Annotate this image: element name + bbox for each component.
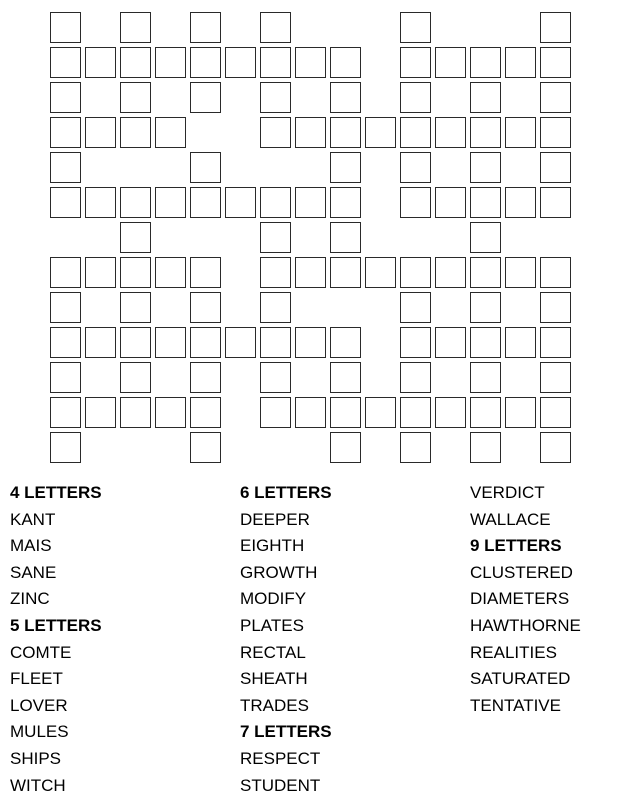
- word-entry: CLUSTERED: [470, 562, 573, 582]
- grid-cell[interactable]: [50, 117, 81, 148]
- grid-cell[interactable]: [50, 47, 81, 78]
- word-length-heading: 6 LETTERS: [240, 483, 332, 502]
- grid-cell[interactable]: [365, 117, 396, 148]
- word-entry: PLATES: [240, 615, 304, 635]
- grid-cell[interactable]: [470, 432, 501, 463]
- grid-cell[interactable]: [85, 47, 116, 78]
- grid-cell[interactable]: [505, 327, 536, 358]
- grid-cell[interactable]: [50, 257, 81, 288]
- word-entry: TENTATIVE: [470, 695, 561, 715]
- grid-cell[interactable]: [330, 362, 361, 393]
- grid-cell[interactable]: [470, 47, 501, 78]
- grid-cell[interactable]: [190, 82, 221, 113]
- grid-cell[interactable]: [540, 117, 571, 148]
- word-list-column-1: [10, 480, 102, 799]
- grid-cell[interactable]: [190, 397, 221, 428]
- grid-cell[interactable]: [295, 327, 326, 358]
- grid-cell[interactable]: [470, 222, 501, 253]
- grid-cell[interactable]: [330, 82, 361, 113]
- grid-cell[interactable]: [120, 47, 151, 78]
- grid-cell[interactable]: [120, 12, 151, 43]
- grid-cell[interactable]: [85, 397, 116, 428]
- grid-cell[interactable]: [120, 222, 151, 253]
- word-entry: SHIPS: [10, 748, 62, 768]
- grid-cell[interactable]: [540, 362, 571, 393]
- grid-cell[interactable]: [120, 82, 151, 113]
- grid-cell[interactable]: [435, 397, 466, 428]
- grid-cell[interactable]: [190, 362, 221, 393]
- word-entry: WALLACE: [470, 509, 551, 529]
- word-entry: RESPECT: [240, 748, 321, 768]
- grid-cell[interactable]: [260, 222, 291, 253]
- grid-cell[interactable]: [155, 397, 186, 428]
- grid-cell[interactable]: [470, 82, 501, 113]
- grid-cell[interactable]: [470, 117, 501, 148]
- grid-cell[interactable]: [50, 292, 81, 323]
- word-entry: DIAMETERS: [470, 589, 570, 609]
- grid-cell[interactable]: [330, 222, 361, 253]
- grid-cell[interactable]: [435, 47, 466, 78]
- grid-cell[interactable]: [50, 362, 81, 393]
- grid-cell[interactable]: [470, 327, 501, 358]
- grid-cell[interactable]: [120, 362, 151, 393]
- grid-cell[interactable]: [540, 257, 571, 288]
- grid-cell[interactable]: [365, 397, 396, 428]
- grid-cell[interactable]: [330, 432, 361, 463]
- grid-cell[interactable]: [400, 397, 431, 428]
- grid-cell[interactable]: [435, 117, 466, 148]
- grid-cell[interactable]: [50, 432, 81, 463]
- grid-cell[interactable]: [400, 432, 431, 463]
- grid-cell[interactable]: [120, 257, 151, 288]
- grid-cell[interactable]: [330, 187, 361, 218]
- grid-cell[interactable]: [260, 82, 291, 113]
- grid-cell[interactable]: [505, 187, 536, 218]
- grid-cell[interactable]: [400, 47, 431, 78]
- grid-cell[interactable]: [225, 187, 256, 218]
- grid-cell[interactable]: [260, 117, 291, 148]
- grid-cell[interactable]: [540, 152, 571, 183]
- word-length-heading: 4 LETTERS: [10, 483, 102, 502]
- grid-cell[interactable]: [400, 12, 431, 43]
- grid-cell[interactable]: [540, 397, 571, 428]
- grid-cell[interactable]: [155, 187, 186, 218]
- grid-cell[interactable]: [295, 47, 326, 78]
- grid-cell[interactable]: [400, 327, 431, 358]
- grid-cell[interactable]: [120, 327, 151, 358]
- grid-cell[interactable]: [505, 397, 536, 428]
- grid-cell[interactable]: [295, 187, 326, 218]
- word-entry: TRADES: [240, 695, 309, 715]
- grid-cell[interactable]: [260, 47, 291, 78]
- word-length-heading: 5 LETTERS: [10, 615, 102, 635]
- grid-cell[interactable]: [400, 152, 431, 183]
- grid-cell[interactable]: [435, 327, 466, 358]
- grid-cell[interactable]: [470, 257, 501, 288]
- word-entry: COMTE: [10, 642, 72, 662]
- grid-cell[interactable]: [330, 397, 361, 428]
- grid-cell[interactable]: [190, 292, 221, 323]
- grid-cell[interactable]: [295, 117, 326, 148]
- word-entry: ZINC: [10, 589, 50, 609]
- grid-cell[interactable]: [190, 47, 221, 78]
- grid-cell[interactable]: [505, 47, 536, 78]
- word-entry: REALITIES: [470, 642, 557, 662]
- word-entry: DEEPER: [240, 509, 310, 529]
- grid-cell[interactable]: [435, 187, 466, 218]
- grid-cell[interactable]: [190, 327, 221, 358]
- grid-cell[interactable]: [50, 152, 81, 183]
- grid-cell[interactable]: [330, 327, 361, 358]
- grid-cell[interactable]: [400, 117, 431, 148]
- grid-cell[interactable]: [540, 292, 571, 323]
- grid-cell[interactable]: [50, 12, 81, 43]
- word-entry: RECTAL: [240, 642, 306, 662]
- grid-cell[interactable]: [540, 187, 571, 218]
- grid-cell[interactable]: [295, 257, 326, 288]
- grid-cell[interactable]: [50, 327, 81, 358]
- grid-cell[interactable]: [540, 327, 571, 358]
- grid-cell[interactable]: [295, 397, 326, 428]
- word-entry: LOVER: [10, 695, 68, 715]
- grid-cell[interactable]: [330, 152, 361, 183]
- grid-cell[interactable]: [155, 47, 186, 78]
- grid-cell[interactable]: [330, 257, 361, 288]
- grid-cell[interactable]: [470, 362, 501, 393]
- word-list-column-3: [470, 480, 581, 719]
- word-entry: STUDENT: [240, 775, 321, 795]
- grid-cell[interactable]: [120, 292, 151, 323]
- grid-cell[interactable]: [225, 327, 256, 358]
- word-entry: KANT: [10, 509, 56, 529]
- grid-cell[interactable]: [470, 292, 501, 323]
- grid-cell[interactable]: [330, 117, 361, 148]
- grid-cell[interactable]: [85, 117, 116, 148]
- grid-cell[interactable]: [50, 397, 81, 428]
- grid-cell[interactable]: [470, 152, 501, 183]
- grid-cell[interactable]: [260, 327, 291, 358]
- grid-cell[interactable]: [155, 327, 186, 358]
- word-entry: HAWTHORNE: [470, 615, 581, 635]
- word-entry: MULES: [10, 722, 69, 742]
- grid-cell[interactable]: [190, 432, 221, 463]
- word-entry: WITCH: [10, 775, 66, 795]
- grid-cell[interactable]: [365, 257, 396, 288]
- grid-cell[interactable]: [400, 292, 431, 323]
- grid-cell[interactable]: [540, 47, 571, 78]
- grid-cell[interactable]: [85, 187, 116, 218]
- word-entry: SATURATED: [470, 669, 571, 689]
- grid-cell[interactable]: [505, 117, 536, 148]
- grid-cell[interactable]: [400, 257, 431, 288]
- grid-cell[interactable]: [260, 257, 291, 288]
- grid-cell[interactable]: [85, 257, 116, 288]
- grid-cell[interactable]: [540, 82, 571, 113]
- grid-cell[interactable]: [50, 187, 81, 218]
- grid-cell[interactable]: [470, 187, 501, 218]
- word-entry: FLEET: [10, 669, 63, 689]
- grid-cell[interactable]: [505, 257, 536, 288]
- grid-cell[interactable]: [120, 117, 151, 148]
- grid-cell[interactable]: [260, 187, 291, 218]
- word-entry: MODIFY: [240, 589, 307, 609]
- grid-cell[interactable]: [190, 12, 221, 43]
- grid-cell[interactable]: [540, 432, 571, 463]
- grid-cell[interactable]: [260, 12, 291, 43]
- grid-cell[interactable]: [260, 362, 291, 393]
- grid-cell[interactable]: [190, 257, 221, 288]
- word-entry: EIGHTH: [240, 536, 305, 556]
- grid-cell[interactable]: [85, 327, 116, 358]
- word-entry: MAIS: [10, 536, 52, 556]
- word-entry: VERDICT: [470, 483, 545, 502]
- word-length-heading: 7 LETTERS: [240, 722, 332, 742]
- grid-cell[interactable]: [260, 397, 291, 428]
- word-entry: GROWTH: [240, 562, 318, 582]
- word-entry: SHEATH: [240, 669, 308, 689]
- grid-cell[interactable]: [120, 397, 151, 428]
- grid-cell[interactable]: [470, 397, 501, 428]
- grid-cell[interactable]: [400, 187, 431, 218]
- word-entry: SANE: [10, 562, 57, 582]
- word-length-heading: 9 LETTERS: [470, 536, 562, 556]
- grid-cell[interactable]: [400, 82, 431, 113]
- grid-cell[interactable]: [540, 12, 571, 43]
- grid-cell[interactable]: [190, 187, 221, 218]
- grid-cell[interactable]: [155, 257, 186, 288]
- grid-cell[interactable]: [155, 117, 186, 148]
- grid-cell[interactable]: [260, 292, 291, 323]
- grid-cell[interactable]: [225, 47, 256, 78]
- grid-cell[interactable]: [400, 362, 431, 393]
- grid-cell[interactable]: [190, 152, 221, 183]
- grid-cell[interactable]: [330, 47, 361, 78]
- grid-cell[interactable]: [120, 187, 151, 218]
- grid-cell[interactable]: [435, 257, 466, 288]
- word-list-column-2: [240, 480, 332, 799]
- grid-cell[interactable]: [50, 82, 81, 113]
